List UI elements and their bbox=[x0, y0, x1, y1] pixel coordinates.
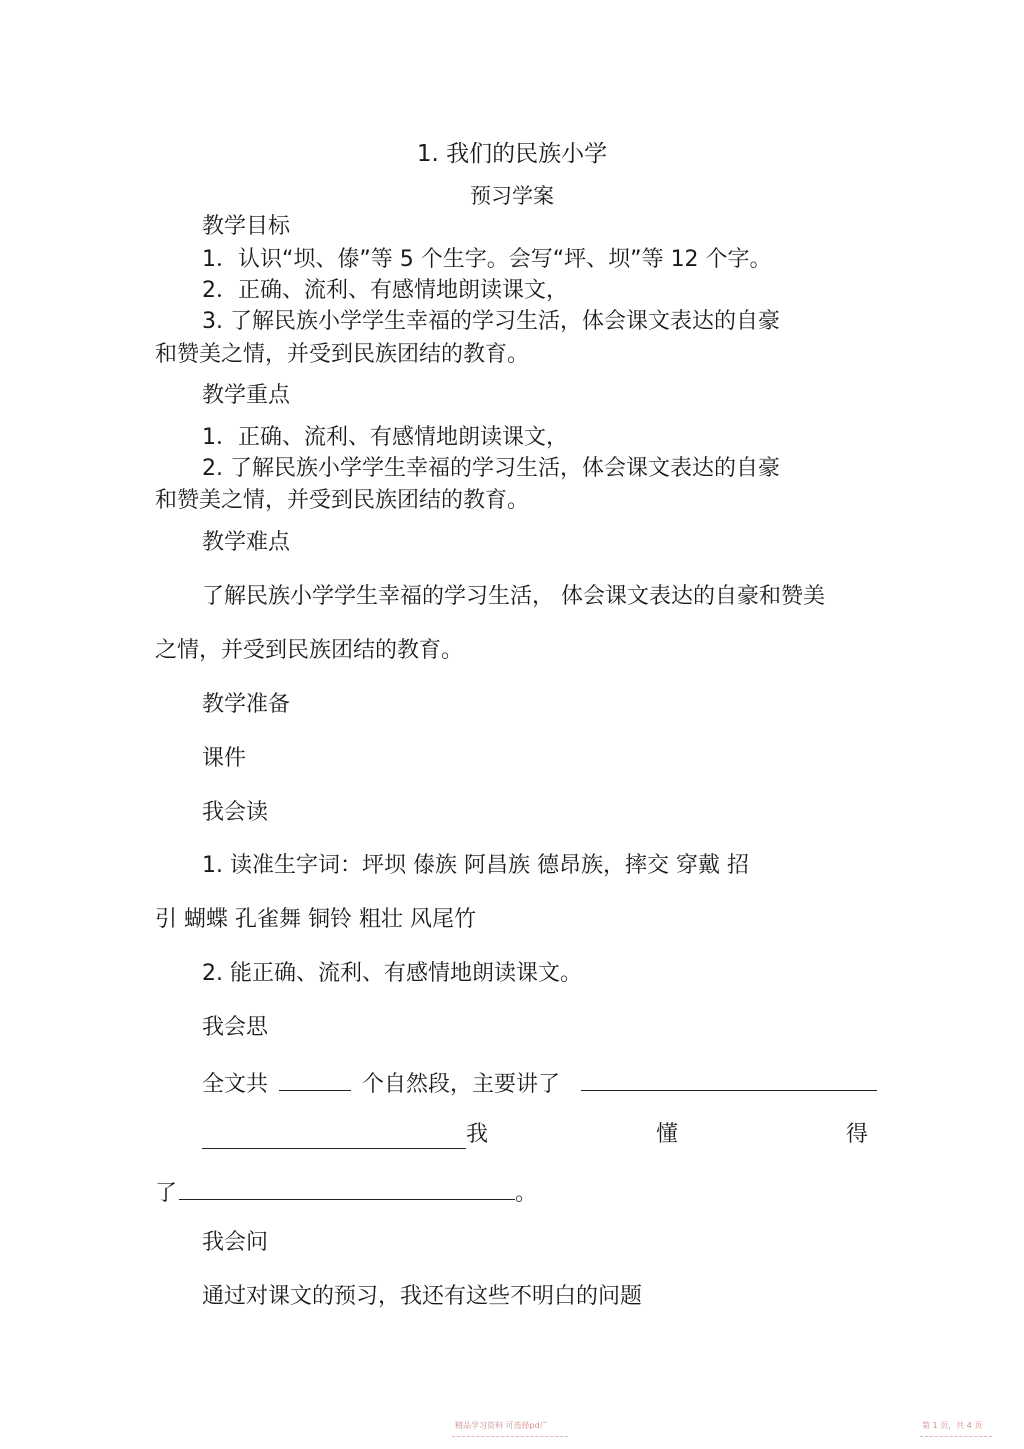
focus-heading: 教学重点 bbox=[202, 383, 291, 408]
think-middle: 个自然段，主要讲了 bbox=[362, 1072, 561, 1097]
ask-content: 通过对课文的预习，我还有这些不明白的问题 bbox=[202, 1284, 643, 1309]
think-line-1 bbox=[202, 1068, 877, 1099]
document-title: 1. 我们的民族小学 bbox=[416, 141, 608, 167]
think-word-3: 得 bbox=[845, 1122, 868, 1147]
difficulty-line-1: 了解民族小学学生幸福的学习生活， 体会课文表达的自豪和赞美 bbox=[202, 584, 825, 609]
difficulty-heading: 教学难点 bbox=[202, 530, 291, 555]
paragraph-count-blank[interactable] bbox=[279, 1068, 351, 1091]
focus-item-2-continued: 和赞美之情，并受到民族团结的教育。 bbox=[155, 488, 530, 513]
footer-left: 精品学习资料 可选择pd广 bbox=[455, 1421, 548, 1430]
think-word-2: 懂 bbox=[655, 1122, 678, 1147]
document-subtitle: 预习学案 bbox=[470, 184, 554, 208]
think-word-1: 我 bbox=[466, 1122, 489, 1147]
main-content-blank[interactable] bbox=[581, 1068, 877, 1091]
footer-left-divider bbox=[452, 1436, 568, 1437]
think-heading: 我会思 bbox=[202, 1015, 269, 1040]
read-heading: 我会读 bbox=[202, 800, 269, 825]
goals-heading: 教学目标 bbox=[202, 214, 291, 239]
prep-heading: 教学准备 bbox=[202, 692, 291, 717]
main-content-blank-continued[interactable] bbox=[202, 1126, 466, 1149]
difficulty-line-2: 之情，并受到民族团结的教育。 bbox=[155, 638, 464, 663]
think-line-3 bbox=[155, 1177, 537, 1208]
read-line-2: 引 蝴蝶 孔雀舞 铜铃 粗壮 风尾竹 bbox=[155, 907, 476, 932]
ask-heading: 我会问 bbox=[202, 1230, 269, 1255]
read-line-1: 1. 读准生字词：坪坝 傣族 阿昌族 德昂族，摔交 穿戴 招 bbox=[202, 853, 749, 878]
goal-item-3: 3. 了解民族小学学生幸福的学习生活，体会课文表达的自豪 bbox=[202, 309, 780, 334]
footer-right-divider bbox=[920, 1436, 992, 1437]
focus-item-2: 2. 了解民族小学学生幸福的学习生活，体会课文表达的自豪 bbox=[202, 456, 780, 481]
focus-item-1: 1．正确、流利、有感情地朗读课文， bbox=[202, 425, 568, 450]
think-prefix: 全文共 bbox=[202, 1072, 269, 1097]
think-word-4: 了 bbox=[155, 1181, 178, 1206]
goal-item-3-continued: 和赞美之情，并受到民族团结的教育。 bbox=[155, 342, 530, 367]
understanding-blank[interactable] bbox=[179, 1177, 515, 1200]
think-line-2 bbox=[202, 1121, 868, 1149]
think-end: 。 bbox=[515, 1181, 538, 1206]
prep-content: 课件 bbox=[202, 746, 247, 771]
read-item-2: 2. 能正确、流利、有感情地朗读课文。 bbox=[202, 961, 582, 986]
footer-page-number: 第 1 页，共 4 页 bbox=[922, 1421, 983, 1430]
goal-item-1: 1．认识“坝、傣”等 5 个生字。会写“坪、坝”等 12 个字。 bbox=[202, 247, 772, 272]
goal-item-2: 2．正确、流利、有感情地朗读课文， bbox=[202, 278, 568, 303]
